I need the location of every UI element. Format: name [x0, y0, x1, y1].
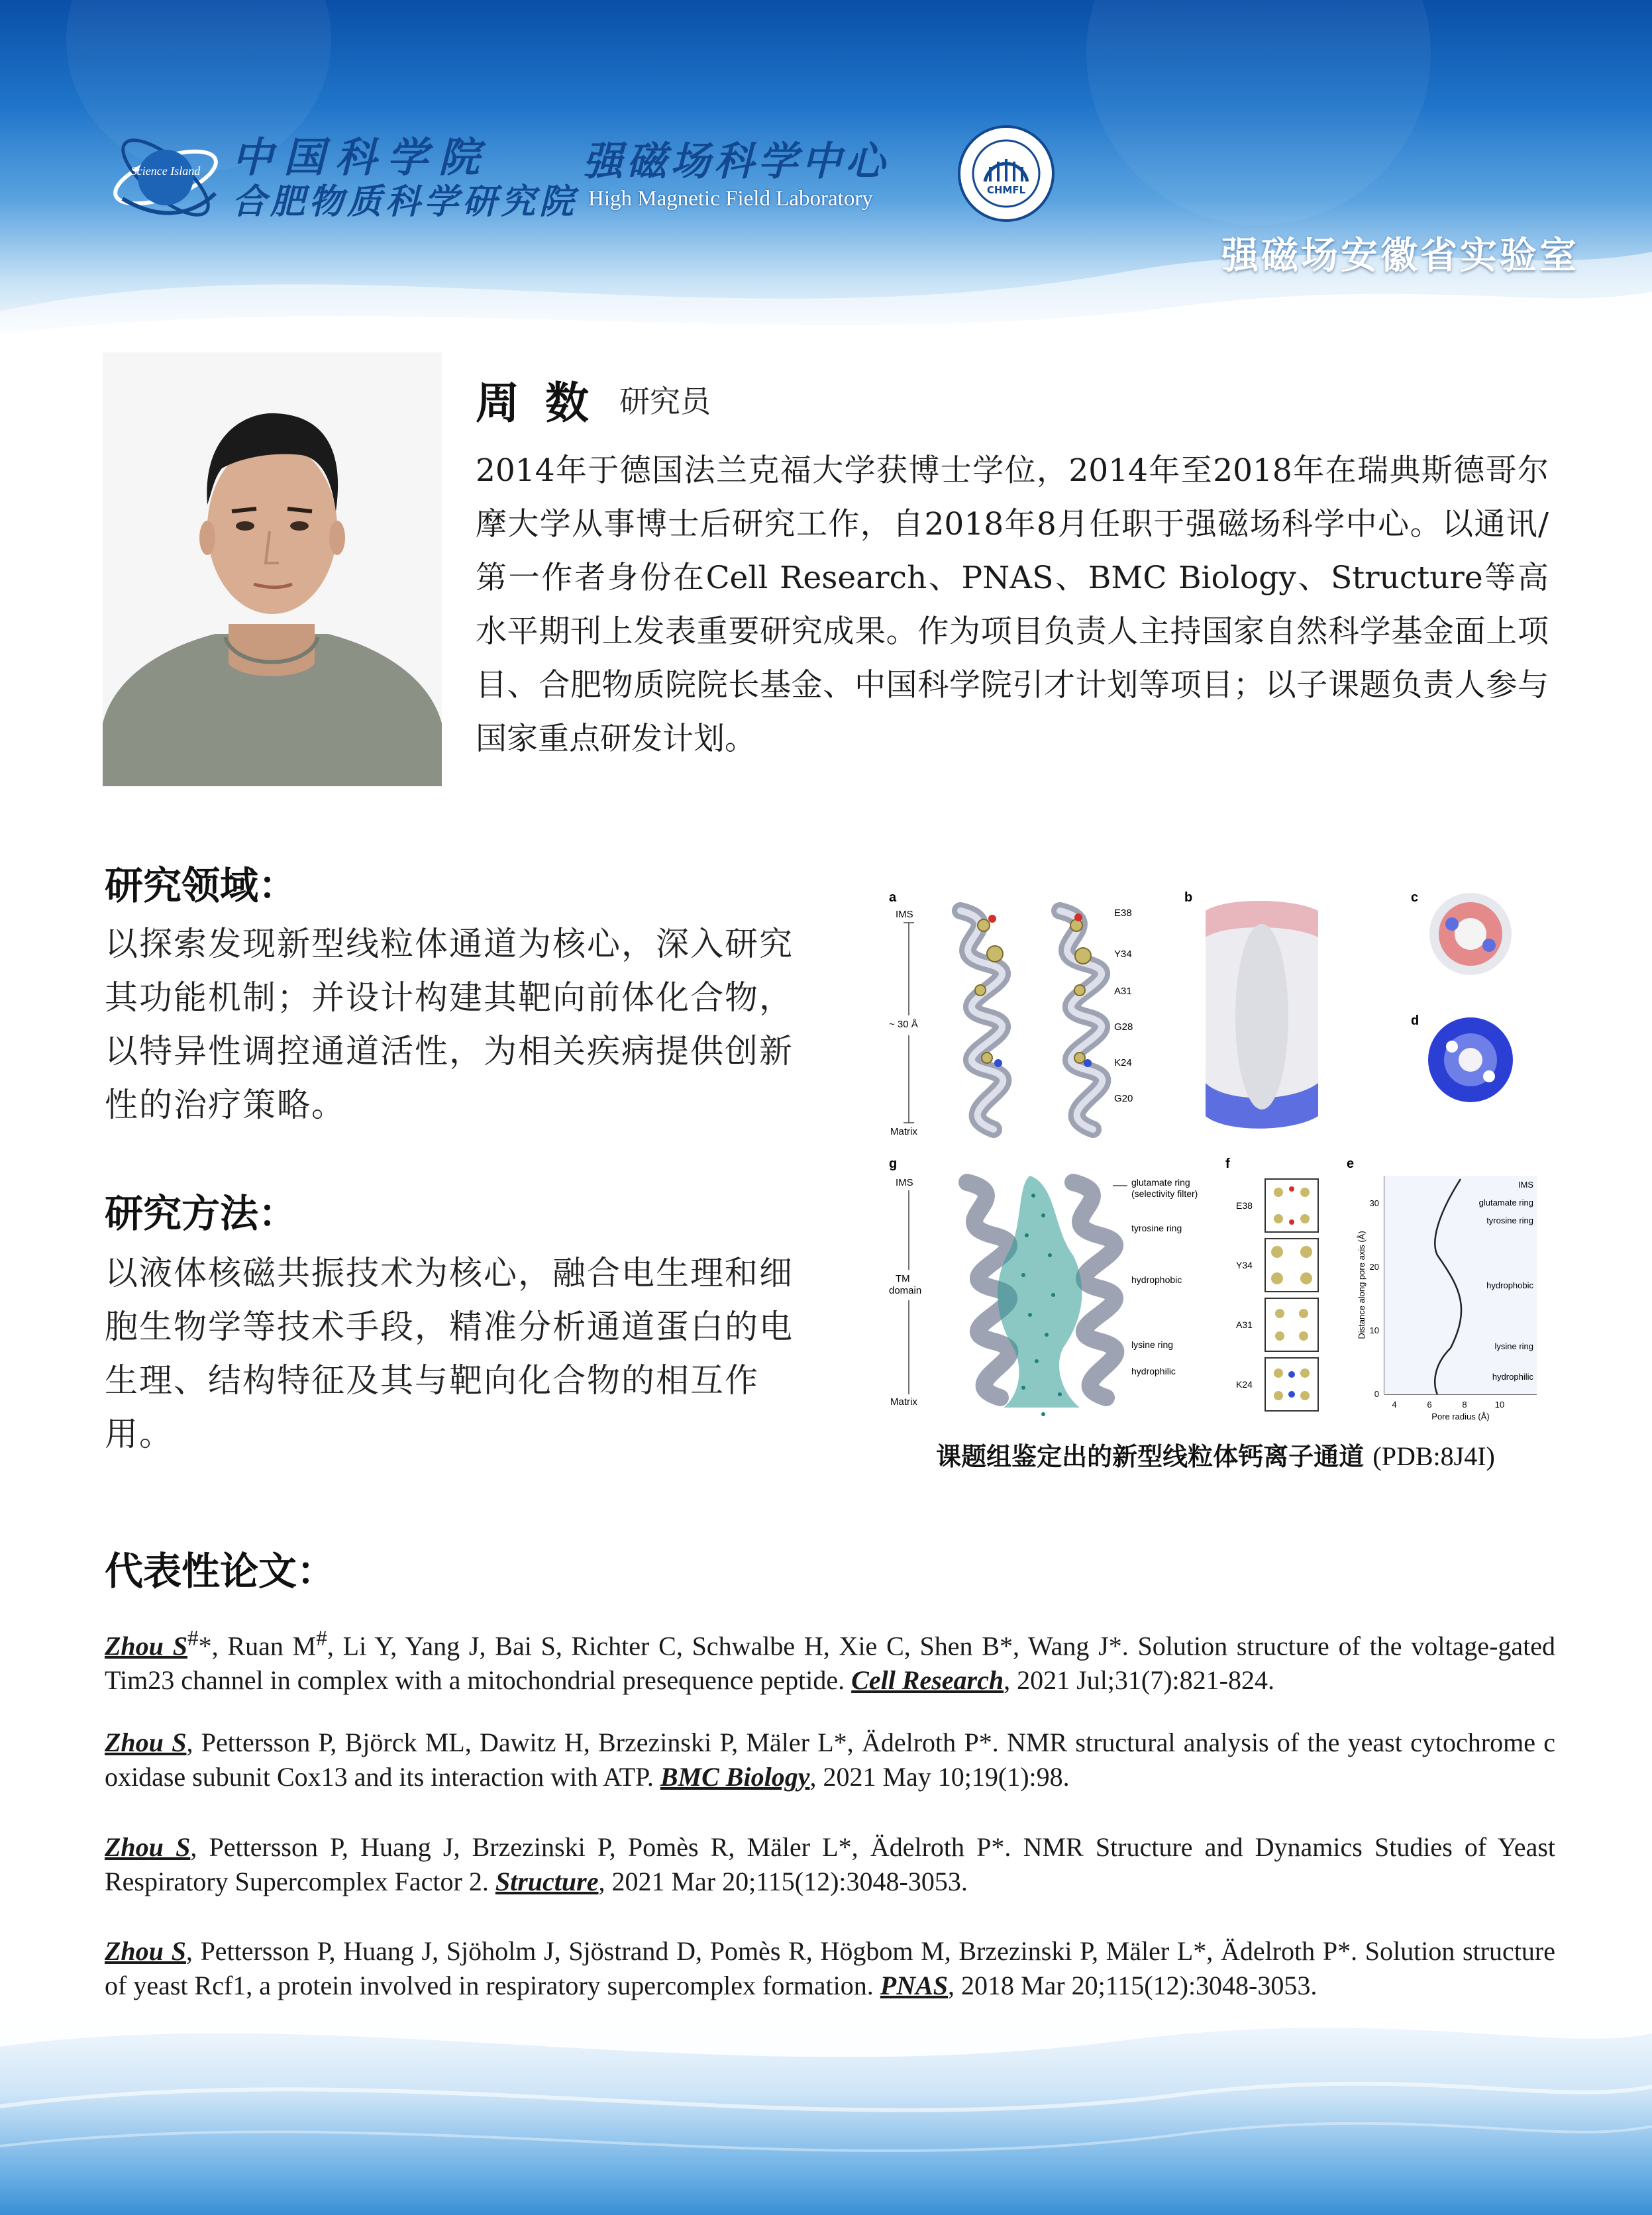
residue-a31-label: A31 — [1114, 986, 1132, 997]
paper-4 — [105, 1934, 1555, 2003]
panel-label-c: c — [1411, 890, 1419, 905]
e-ytick-10: 10 — [1369, 1325, 1379, 1335]
paper-1-tail: , 2021 Jul;31(7):821-824. — [1004, 1665, 1274, 1696]
hydrophobic-label: hydrophobic — [1131, 1274, 1182, 1285]
paper-1-text: , Li Y, Yang J, Bai S, Richter C, Schwalbe H, Xie C, Shen B*, Wang J*. Solution structure of the voltage-gated Tim23 channel in complex with a mitochondrial presequence peptide. — [105, 1631, 1556, 1696]
panel-label-a: a — [889, 890, 897, 905]
researcher-name: 周 数 — [476, 378, 594, 429]
research-method-heading: 研究方法： — [105, 1191, 297, 1236]
e-xtick-10: 10 — [1494, 1400, 1505, 1410]
e-lysine-label: lysine ring — [1494, 1341, 1533, 1351]
paper-3-author: Zhou S — [105, 1832, 191, 1862]
e-ytick-20: 20 — [1369, 1262, 1379, 1272]
research-method-text: 以液体核磁共振技术为核心，融合电生理和细胞生物学等技术手段，精准分析通道蛋白的电生理、结构特征及其与靶向化合物的相互作用。 — [105, 1254, 794, 1453]
e-glutamate-label: glutamate ring — [1478, 1198, 1533, 1208]
paper-3 — [105, 1830, 1555, 1899]
researcher-bio: 2014年于德国法兰克福大学获博士学位，2014年至2018年在瑞典斯德哥尔摩大学从事博士后研究工作，自2018年8月任职于强磁场科学中心。以通讯/第一作者身份在Cell Research、PNAS、BMC Biology、Structure等高水平期刊上发表重要研究成果。作为项目负责人主持国家自然科学基金面上项目、合肥物质院院长基金、中国科学院引才计划等项目；以子课题负责人参与国家重点研发计划。 — [476, 452, 1549, 757]
residue-y34-label: Y34 — [1114, 949, 1132, 960]
paper-1 — [105, 1622, 1555, 1698]
e-ims-label: IMS — [1518, 1180, 1533, 1190]
panel-g-ims-label: IMS — [896, 1177, 913, 1188]
paper-4-text: , Pettersson P, Huang J, Sjöholm J, Sjöstrand D, Pomès R, Högbom M, Brzezinski P, Mäler L*, Ädelroth P*. Solution structure of yeast Rcf1, a protein involved in respiratory supercomplex formation. — [105, 1936, 1556, 2000]
paper-1-author: Zhou S — [105, 1631, 187, 1661]
ring-e38-label: E38 — [1236, 1200, 1253, 1211]
paper-4-author: Zhou S — [105, 1936, 186, 1966]
panel-label-e: e — [1347, 1157, 1355, 1171]
channel-structure-figure — [881, 884, 1550, 1424]
paper-1-journal: Cell Research — [851, 1665, 1004, 1696]
panel-e-pore-radius-plot — [1357, 1176, 1537, 1421]
paper-3-journal: Structure — [495, 1867, 599, 1896]
seal-text: CHMFL — [986, 184, 1026, 196]
panel-a-ims-label: IMS — [896, 909, 913, 920]
institute-name: 合肥物质科学研究院 — [232, 181, 578, 222]
e-ylabel: Distance along pore axis (Å) — [1357, 1231, 1367, 1339]
residue-k24-label: K24 — [1114, 1057, 1132, 1068]
paper-2-tail: , 2021 May 10;19(1):98. — [809, 1762, 1070, 1792]
paper-3-text: , Pettersson P, Huang J, Brzezinski P, Pomès R, Mäler L*, Ädelroth P*. NMR Structure and Dynamics Studies of Yeast Respiratory Supercomplex Factor 2. — [105, 1832, 1555, 1896]
glutamate-ring-label: glutamate ring — [1131, 1177, 1190, 1188]
research-field-text: 以探索发现新型线粒体通道为核心，深入研究其功能机制；并设计构建其靶向前体化合物，以特异性调控通道活性，为相关疾病提供创新性的治疗策略。 — [105, 925, 794, 1124]
panel-g-tm-label: TM — [896, 1273, 910, 1284]
cas-name: 中国科学院 — [232, 133, 491, 181]
panel-c-top-view — [1429, 893, 1512, 975]
residue-e38-label: E38 — [1114, 907, 1132, 919]
ring-k24-label: K24 — [1236, 1379, 1253, 1390]
residue-g20-label: G20 — [1114, 1093, 1133, 1104]
paper-1-author-mark: * — [198, 1631, 212, 1661]
panel-g-matrix-label: Matrix — [890, 1396, 917, 1408]
e-ytick-0: 0 — [1374, 1389, 1379, 1399]
hmfl-chinese-name: 强磁场科学中心 — [583, 138, 889, 185]
panel-label-g: g — [889, 1157, 898, 1171]
panel-g-pore — [889, 1176, 1198, 1416]
hydrophilic-label: hydrophilic — [1131, 1366, 1176, 1376]
panel-a-matrix-label: Matrix — [890, 1126, 917, 1137]
paper-4-journal: PNAS — [880, 1971, 949, 2000]
e-hydrophilic-label: hydrophilic — [1492, 1372, 1533, 1382]
figure-caption — [854, 1436, 1576, 1472]
panel-a-helices — [889, 907, 1133, 1137]
e-ytick-30: 30 — [1369, 1198, 1379, 1208]
panel-b-surface — [1206, 901, 1318, 1129]
panel-d-top-view — [1428, 1017, 1513, 1102]
ring-y34-label: Y34 — [1236, 1260, 1253, 1270]
e-xtick-6: 6 — [1427, 1400, 1432, 1410]
hmfl-seal-logo — [957, 125, 1055, 223]
tyrosine-ring-label: tyrosine ring — [1131, 1223, 1182, 1233]
lysine-ring-label: lysine ring — [1131, 1339, 1174, 1350]
paper-2-author: Zhou S — [105, 1727, 187, 1757]
science-island-logo — [109, 119, 222, 232]
paper-1-pre: , Ruan M — [211, 1631, 317, 1661]
e-tyrosine-label: tyrosine ring — [1486, 1215, 1533, 1225]
papers-heading: 代表性论文： — [105, 1549, 336, 1594]
panel-label-d: d — [1411, 1013, 1420, 1028]
lab-name: 强磁场安徽省实验室 — [1221, 234, 1579, 278]
panel-label-b: b — [1184, 890, 1193, 905]
e-hydrophobic-label: hydrophobic — [1486, 1280, 1533, 1290]
e-xtick-4: 4 — [1392, 1400, 1397, 1410]
residue-g28-label: G28 — [1114, 1021, 1133, 1033]
panel-g-domain-label: domain — [889, 1285, 922, 1296]
panel-f-residue-rings — [1236, 1179, 1318, 1411]
selectivity-filter-label: (selectivity filter) — [1131, 1188, 1198, 1199]
paper-1-author-sup: # — [187, 1626, 199, 1651]
paper-2 — [105, 1726, 1555, 1794]
panel-a-height-label: ~ 30 Å — [889, 1019, 918, 1030]
e-xtick-8: 8 — [1462, 1400, 1467, 1410]
paper-1-pre-sup: # — [316, 1626, 327, 1651]
paper-4-tail: , 2018 Mar 20;115(12):3048-3053. — [948, 1971, 1317, 2000]
panel-label-f: f — [1225, 1157, 1230, 1171]
figure-caption-text: 课题组鉴定出的新型线粒体钙离子通道 — [936, 1442, 1365, 1471]
researcher-title: 研究员 — [619, 384, 711, 419]
e-xlabel: Pore radius (Å) — [1431, 1412, 1490, 1421]
paper-2-journal: BMC Biology — [660, 1762, 810, 1792]
paper-3-tail: , 2021 Mar 20;115(12):3048-3053. — [598, 1867, 968, 1896]
emblem-text: Science Island — [130, 164, 201, 178]
paper-2-text: , Pettersson P, Björck ML, Dawitz H, Brzezinski P, Mäler L*, Ädelroth P*. NMR structural analysis of the yeast cytochrome c oxidase subunit Cox13 and its interaction with ATP. — [105, 1727, 1555, 1792]
ring-a31-label: A31 — [1236, 1319, 1253, 1330]
hmfl-english-name: High Magnetic Field Laboratory — [588, 187, 873, 211]
footer-wave-decoration — [0, 1994, 1652, 2215]
research-field-heading: 研究领域： — [105, 863, 297, 908]
portrait-photo — [103, 352, 442, 786]
footer-background — [0, 1994, 1652, 2215]
figure-caption-pdb: (PDB:8J4I) — [1372, 1441, 1495, 1471]
